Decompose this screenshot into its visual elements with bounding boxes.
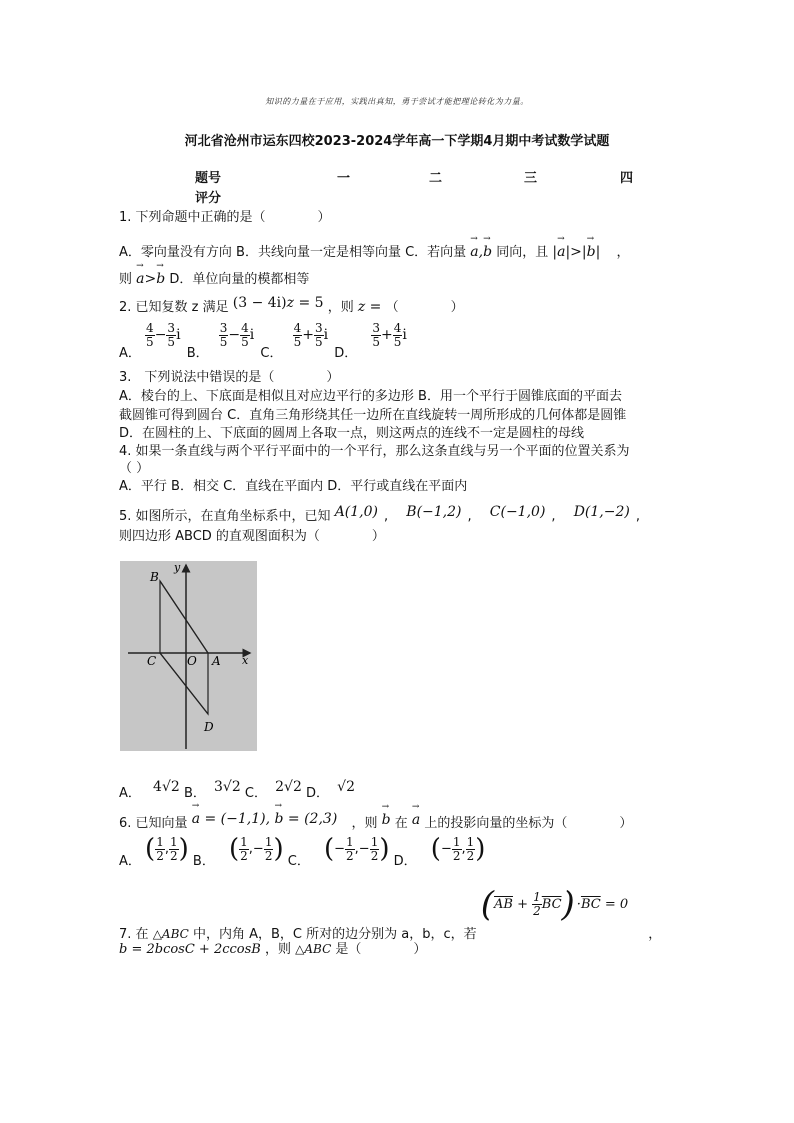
label-c: C bbox=[147, 654, 157, 668]
q7-stem-end: 是（ ） bbox=[335, 942, 427, 957]
question-2-stem bbox=[119, 296, 464, 315]
q7-side-equation: b = 2bcosC + 2ccosB bbox=[119, 942, 261, 957]
question-1-stem: 1. 下列命题中正确的是（ ） bbox=[119, 210, 331, 225]
q2-d-real: $\frac{3}{5}$ bbox=[372, 321, 381, 349]
question-5-stem: 5. 如图所示，在直角坐标系中，已知 A(1,0) , B(−1,2) , C(−1,0) , D(1,−2) , bbox=[119, 504, 640, 524]
q5-answer-b: 3√2 bbox=[214, 779, 241, 795]
q2-a-real: $\frac{4}{5}$ bbox=[146, 321, 154, 349]
q5-point-d: D(1,−2) bbox=[573, 504, 630, 520]
q6-stem-start: 6. 已知向量 bbox=[119, 816, 188, 831]
q2-c-real: $\frac{4}{5}$ bbox=[293, 321, 302, 349]
q7-stem-mid: 中，内角 A，B，C 所对的边分别为 a，b，c，若 bbox=[192, 926, 477, 942]
q1-comma: ， bbox=[616, 245, 630, 260]
q6-vector-a: → a bbox=[412, 812, 420, 828]
q6-stem-end: 上的投影向量的坐标为（ ） bbox=[424, 816, 633, 831]
score-table-col-4: 四 bbox=[620, 171, 634, 186]
q6-vector-b: → b bbox=[382, 812, 391, 828]
q2-stem-mid: ，则 bbox=[327, 300, 354, 315]
question-6-stem bbox=[119, 812, 632, 831]
q6-c-x: $\frac{1}{2}$ bbox=[346, 834, 354, 863]
q5-label-b: B． bbox=[183, 786, 206, 801]
q6-label-b: B． bbox=[192, 853, 215, 869]
q7-triangle: △ABC bbox=[152, 926, 189, 941]
q2-label-d: D． bbox=[334, 346, 358, 361]
q5-answer-c: 2√2 bbox=[275, 779, 302, 795]
header-motto: 知识的力量在于应用，实践出真知，勇于尝试才能把理论转化为力量。 bbox=[265, 97, 529, 106]
question-5-line2: 则四边形 ABCD 的直观图面积为（ ） bbox=[119, 529, 385, 544]
score-table-row-label: 题号 bbox=[195, 171, 222, 186]
question-3-line2: 截圆锥可得到圆台 C．直角三角形绕其任一边所在直线旋转一周所形成的几何体都是圆锥 bbox=[119, 408, 627, 423]
score-table-col-3: 三 bbox=[524, 171, 538, 186]
q7-stem-start: 7. 在 bbox=[119, 926, 149, 942]
q2-a-imag: $\frac{3}{5}$ bbox=[167, 321, 176, 349]
q2-b-imag: $\frac{4}{5}$ bbox=[241, 321, 249, 349]
label-x: x bbox=[242, 654, 249, 667]
q1-then: 则 bbox=[119, 272, 133, 287]
question-7-stem bbox=[119, 884, 662, 942]
score-table-col-2: 二 bbox=[429, 171, 443, 186]
question-1-options-line1 bbox=[119, 241, 629, 260]
q6-label-a: A． bbox=[119, 853, 141, 869]
q5-label-d: D． bbox=[306, 786, 330, 801]
question-7-line2 bbox=[119, 938, 426, 957]
q7-triangle-2: △ABC bbox=[295, 942, 332, 956]
q2-c-imag: $\frac{3}{5}$ bbox=[314, 321, 323, 349]
question-4-options: A．平行 B．相交 C．直线在平面内 D．平行或直线在平面内 bbox=[119, 479, 468, 494]
q7-comma: ， bbox=[648, 926, 662, 942]
document-title: 河北省沧州市运东四校2023-2024学年高一下学期4月期中考试数学试题 bbox=[184, 134, 610, 149]
q6-stem-mid1: ，则 bbox=[351, 816, 378, 831]
q2-stem-end: （ ） bbox=[385, 300, 464, 315]
q5-point-c: C(−1,0) bbox=[489, 504, 546, 520]
score-table-col-1: 一 bbox=[337, 171, 351, 186]
q5-coordinate-figure bbox=[120, 561, 257, 751]
q5-answer-a: 4√2 bbox=[153, 779, 180, 795]
q6-stem-mid2: 在 bbox=[394, 816, 408, 831]
q2-label-a: A． bbox=[119, 346, 141, 361]
q6-b-y: $\frac{1}{2}$ bbox=[264, 834, 273, 863]
q5-point-a: A(1,0) bbox=[334, 504, 378, 520]
q2-equation: (3 − 4i)z = 5 bbox=[232, 295, 324, 311]
q2-label-c: C． bbox=[260, 346, 283, 361]
q1-option-d: D．单位向量的模都相等 bbox=[169, 272, 310, 287]
q6-vectors: → a = (−1,1), → b = (2,3) bbox=[192, 811, 338, 827]
q6-b-x: $\frac{1}{2}$ bbox=[240, 834, 248, 863]
q7-stem-end-mid: ，则 bbox=[264, 942, 291, 957]
label-d: D bbox=[204, 720, 214, 734]
q2-d-imag: $\frac{4}{5}$ bbox=[393, 321, 402, 349]
question-5-options bbox=[119, 776, 355, 801]
question-6-options: A． ( $\frac{1}{2}$ , $\frac{1}{2}$ ) B． ( $\frac{1}{2}$ ,− $\frac{1}{2}$ ) C． (− $\frac{1}{2}$ ,− $\frac{1}{2}$ ) D． (− $\frac{1}{2}$ , $\frac{1}{2}$ ) bbox=[119, 834, 486, 869]
q2-stem-start: 2. 已知复数 z 满足 bbox=[119, 300, 229, 315]
q2-label-b: B． bbox=[186, 346, 209, 361]
q1-options-mid: 同向，且 bbox=[496, 245, 549, 260]
label-o: O bbox=[187, 654, 197, 668]
q6-d-y: $\frac{1}{2}$ bbox=[466, 834, 475, 863]
q2-b-real: $\frac{3}{5}$ bbox=[219, 321, 228, 349]
question-4-stem: 4. 如果一条直线与两个平行平面中的一个平行，那么这条直线与另一个平面的位置关系为 bbox=[119, 444, 630, 459]
q5-label-c: C． bbox=[244, 786, 267, 801]
question-3-stem: 3. 下列说法中错误的是（ ） bbox=[119, 370, 340, 385]
label-b: B bbox=[150, 570, 159, 584]
q6-a-x: $\frac{1}{2}$ bbox=[156, 834, 164, 863]
question-2-options: A． $\frac{4}{5}$ − $\frac{3}{5}$ i B． $\frac{3}{5}$ − $\frac{4}{5}$ i C． $\frac{4}{5}$ + $\frac{3}{5}$ i D． $\frac{3}{5}$ + $\frac{4}{5}$ i bbox=[119, 321, 407, 361]
q1-vectors-ab: → a,→ b bbox=[470, 244, 492, 260]
q6-c-y: $\frac{1}{2}$ bbox=[370, 834, 379, 863]
q1-options-a: A．零向量没有方向 B．共线向量一定是相等向量 C．若向量 bbox=[119, 245, 467, 260]
q1-modulus-inequality: |→ a|>|→ b| bbox=[552, 244, 600, 260]
q2-z-equals: z = bbox=[357, 299, 382, 315]
label-y: y bbox=[174, 561, 181, 574]
score-table-score-label: 评分 bbox=[195, 191, 222, 206]
question-3-line3: D．在圆柱的上、下底面的圆周上各取一点，则这两点的连线不一定是圆柱的母线 bbox=[119, 426, 585, 441]
q5-point-b: B(−1,2) bbox=[406, 504, 462, 520]
q5-label-a: A． bbox=[119, 786, 141, 801]
q6-d-x: $\frac{1}{2}$ bbox=[452, 834, 461, 863]
q5-answer-d: √2 bbox=[337, 779, 355, 795]
question-1-options-line2 bbox=[119, 268, 309, 287]
question-3-line1: A．棱台的上、下底面是相似且对应边平行的多边形 B．用一个平行于圆锥底面的平面去 bbox=[119, 389, 622, 404]
question-4-stem-paren: （ ） bbox=[119, 461, 150, 476]
q6-label-d: D． bbox=[393, 853, 417, 869]
q6-label-c: C． bbox=[287, 853, 310, 869]
q5-stem-start: 5. 如图所示，在直角坐标系中，已知 bbox=[119, 509, 331, 524]
label-a: A bbox=[212, 654, 221, 668]
q6-a-y: $\frac{1}{2}$ bbox=[169, 834, 178, 863]
q7-vector-equation: ($\overline{AB}$ + $\frac{1}{2}$ $\overline{BC}) \cdot\overline{BC} = 0$ bbox=[480, 884, 629, 924]
q1-vector-inequality: → a>→ b bbox=[136, 271, 165, 287]
